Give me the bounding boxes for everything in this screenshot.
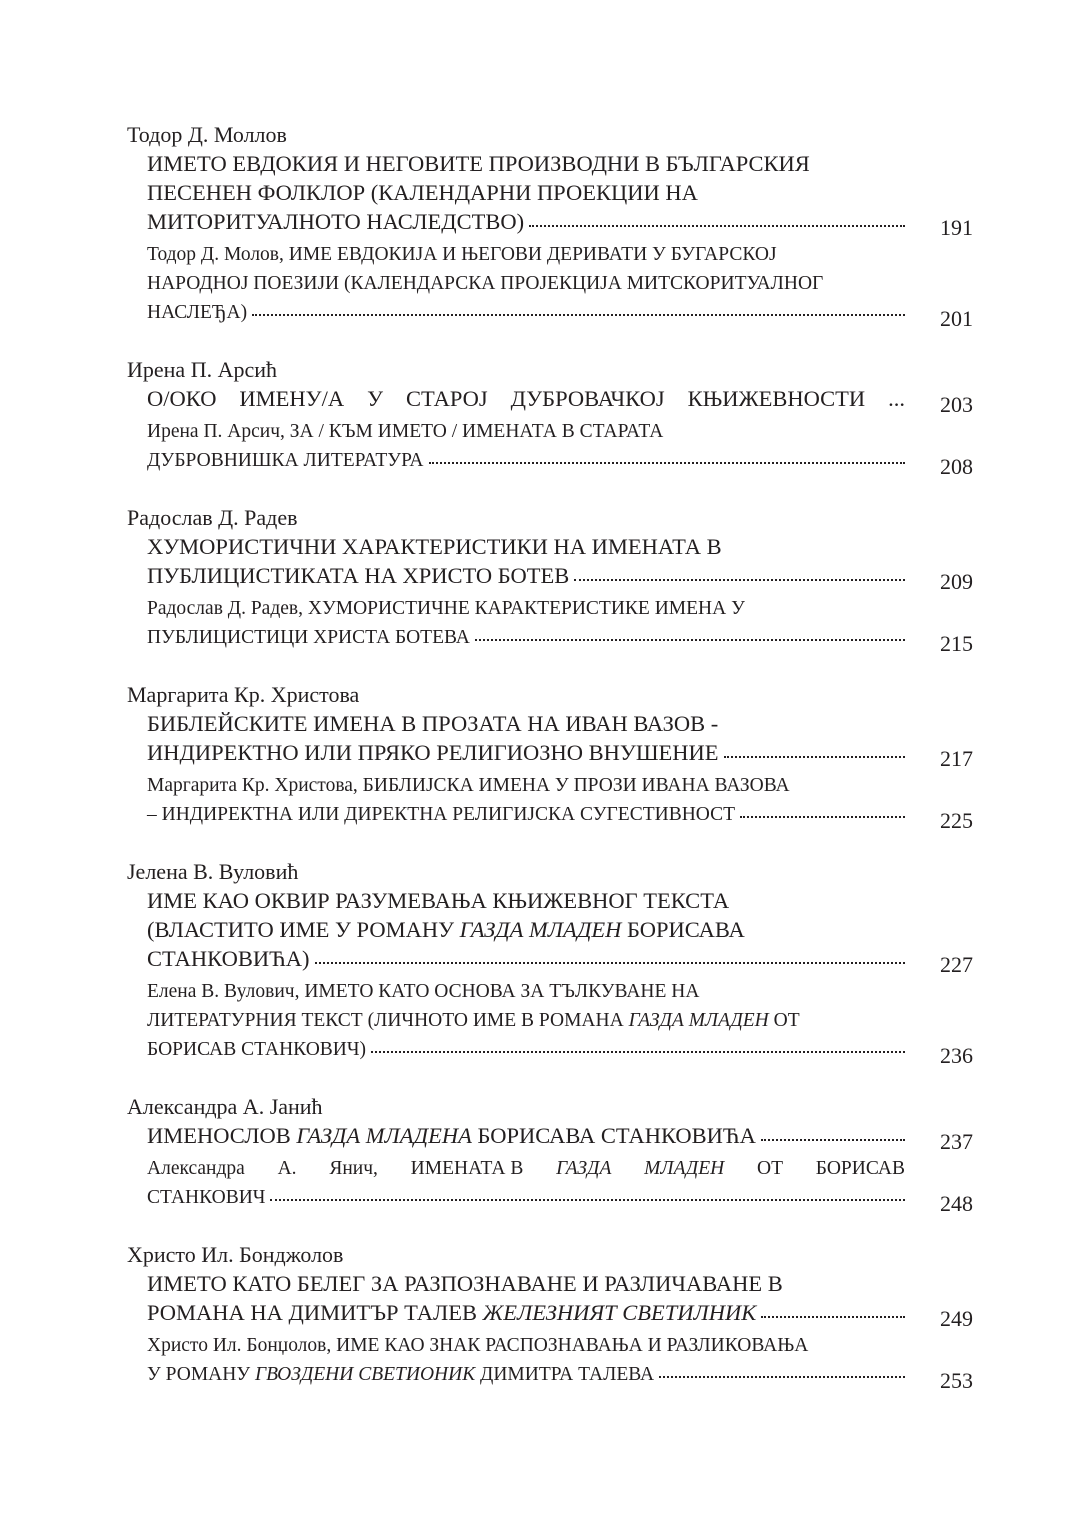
leader-dots (371, 1051, 905, 1053)
translation-line[interactable]: НАСЛЕЂА) 201 (147, 302, 973, 331)
toc-entry (127, 1092, 973, 1216)
translation-line: НАРОДНОЈ ПОЕЗИЈИ (КАЛЕНДАРСКА ПРОЈЕКЦИЈА МИТСКОРИТУАЛНОГ (147, 273, 824, 294)
toc-entry (127, 680, 973, 833)
translation-line: Александра А. Янич, ИМЕНАТА В ГАЗДА МЛАДЕН ОТ БОРИСАВ (147, 1158, 905, 1179)
leader-dots (724, 756, 905, 758)
page-number[interactable]: 209 (940, 569, 973, 594)
table-of-contents (127, 120, 973, 1417)
leader-dots (315, 962, 906, 964)
page-number[interactable]: 191 (940, 215, 973, 240)
page-number[interactable]: 208 (940, 454, 973, 479)
leader-dots (761, 1139, 905, 1141)
translation-line: Радослав Д. Радев, ХУМОРИСТИЧНЕ КАРАКТЕРИСТИКЕ ИМЕНА У (147, 598, 745, 619)
toc-entry (127, 503, 973, 656)
title-line[interactable]: СТАНКОВИЋА) 227 (147, 946, 973, 977)
toc-entry (127, 857, 973, 1068)
title-line: ПЕСЕНЕН ФОЛКЛОР (КАЛЕНДАРНИ ПРОЕКЦИИ НА (147, 180, 698, 205)
translation-line[interactable]: СТАНКОВИЧ 248 (147, 1187, 973, 1216)
author-name: Јелена В. Вуловић (127, 859, 299, 884)
translation-line[interactable]: ПУБЛИЦИСТИЦИ ХРИСТА БОТЕВА 215 (147, 627, 973, 656)
leader-dots (270, 1199, 905, 1201)
translation-line: Маргарита Кр. Христова, БИБЛИЈСКА ИМЕНА У ПРОЗИ ИВАНА ВАЗОВА (147, 775, 790, 796)
translation-line[interactable]: ДУБРОВНИШКА ЛИТЕРАТУРА 208 (147, 450, 973, 479)
translation-line: ЛИТЕРАТУРНИЯ ТЕКСТ (ЛИЧНОТО ИМЕ В РОМАНА ГАЗДА МЛАДЕН ОТ (147, 1010, 800, 1031)
author-name: Радослав Д. Радев (127, 505, 298, 530)
page-number[interactable]: 253 (940, 1368, 973, 1393)
author-name: Тодор Д. Моллов (127, 122, 287, 147)
page-number[interactable]: 236 (940, 1043, 973, 1068)
title-line: (ВЛАСТИТО ИМЕ У РОМАНУ ГАЗДА МЛАДЕН БОРИСАВА (147, 917, 745, 942)
title-line: ХУМОРИСТИЧНИ ХАРАКТЕРИСТИКИ НА ИМЕНАТА В (147, 534, 722, 559)
leader-dots (529, 225, 905, 227)
translation-line[interactable]: У РОМАНУ ГВОЗДЕНИ СВЕТИОНИК ДИМИТРА ТАЛЕВА 253 (147, 1364, 973, 1393)
page-number[interactable]: 249 (940, 1306, 973, 1331)
title-line[interactable]: ПУБЛИЦИСТИКАТА НА ХРИСТО БОТЕВ 209 (147, 563, 973, 594)
page-number[interactable]: 203 (940, 392, 973, 417)
toc-entry (127, 355, 973, 479)
toc-entry (127, 1240, 973, 1393)
title-line[interactable]: ИНДИРЕКТНО ИЛИ ПРЯКО РЕЛИГИОЗНО ВНУШЕНИЕ 217 (147, 740, 973, 771)
title-line[interactable]: МИТОРИТУАЛНОТО НАСЛЕДСТВО) 191 (147, 209, 973, 240)
author-name: Александра А. Јанић (127, 1094, 323, 1119)
title-line[interactable]: ИМЕНОСЛОВ ГАЗДА МЛАДЕНА БОРИСАВА СТАНКОВИЋА 237 (147, 1123, 973, 1154)
leader-dots (659, 1376, 905, 1378)
translation-line[interactable]: – ИНДИРЕКТНА ИЛИ ДИРЕКТНА РЕЛИГИЈСКА СУГЕСТИВНОСТ 225 (147, 804, 973, 833)
leader-dots (475, 639, 905, 641)
page-number[interactable]: 217 (940, 746, 973, 771)
title-line[interactable]: РОМАНА НА ДИМИТЪР ТАЛЕВ ЖЕЛЕЗНИЯТ СВЕТИЛНИК 249 (147, 1300, 973, 1331)
leader-dots (761, 1316, 905, 1318)
page-number[interactable]: 227 (940, 952, 973, 977)
title-line: ИМЕ КАО ОКВИР РАЗУМЕВАЊА КЊИЖЕВНОГ ТЕКСТА (147, 888, 730, 913)
toc-entry (127, 120, 973, 331)
leader-dots (740, 816, 905, 818)
page-number[interactable]: 225 (940, 808, 973, 833)
translation-line: Христо Ил. Бонџолов, ИМЕ КАО ЗНАК РАСПОЗНАВАЊА И РАЗЛИКОВАЊА (147, 1335, 809, 1356)
translation-line: Ирена П. Арсич, ЗА / КЪМ ИМЕТО / ИМЕНАТА В СТАРАТА (147, 421, 664, 442)
page-number[interactable]: 248 (940, 1191, 973, 1216)
leader-dots (429, 462, 905, 464)
leader-dots (574, 579, 905, 581)
title-line[interactable]: О/ОКО ИМЕНУ/А У СТАРОЈ ДУБРОВАЧКОЈ КЊИЖЕВНОСТИ ... 203 (147, 386, 973, 417)
title-line: ИМЕТО ЕВДОКИЯ И НЕГОВИТЕ ПРОИЗВОДНИ В БЪЛГАРСКИЯ (147, 151, 810, 176)
title-line: ИМЕТО КАТО БЕЛЕГ ЗА РАЗПОЗНАВАНЕ И РАЗЛИЧАВАНЕ В (147, 1271, 783, 1296)
title-line: БИБЛЕЙСКИТЕ ИМЕНА В ПРОЗАТА НА ИВАН ВАЗОВ - (147, 711, 719, 736)
translation-line: Тодор Д. Молов, ИМЕ ЕВДОКИЈА И ЊЕГОВИ ДЕРИВАТИ У БУГАРСКОЈ (147, 244, 777, 265)
page-number[interactable]: 215 (940, 631, 973, 656)
translation-line[interactable]: БОРИСАВ СТАНКОВИЧ) 236 (147, 1039, 973, 1068)
translation-line: Елена В. Вулович, ИМЕТО КАТО ОСНОВА ЗА ТЪЛКУВАНЕ НА (147, 981, 700, 1002)
author-name: Христо Ил. Бонджолов (127, 1242, 344, 1267)
leader-dots (252, 314, 905, 316)
page-number[interactable]: 201 (940, 306, 973, 331)
author-name: Маргарита Кр. Христова (127, 682, 360, 707)
page-number[interactable]: 237 (940, 1129, 973, 1154)
author-name: Ирена П. Арсић (127, 357, 278, 382)
